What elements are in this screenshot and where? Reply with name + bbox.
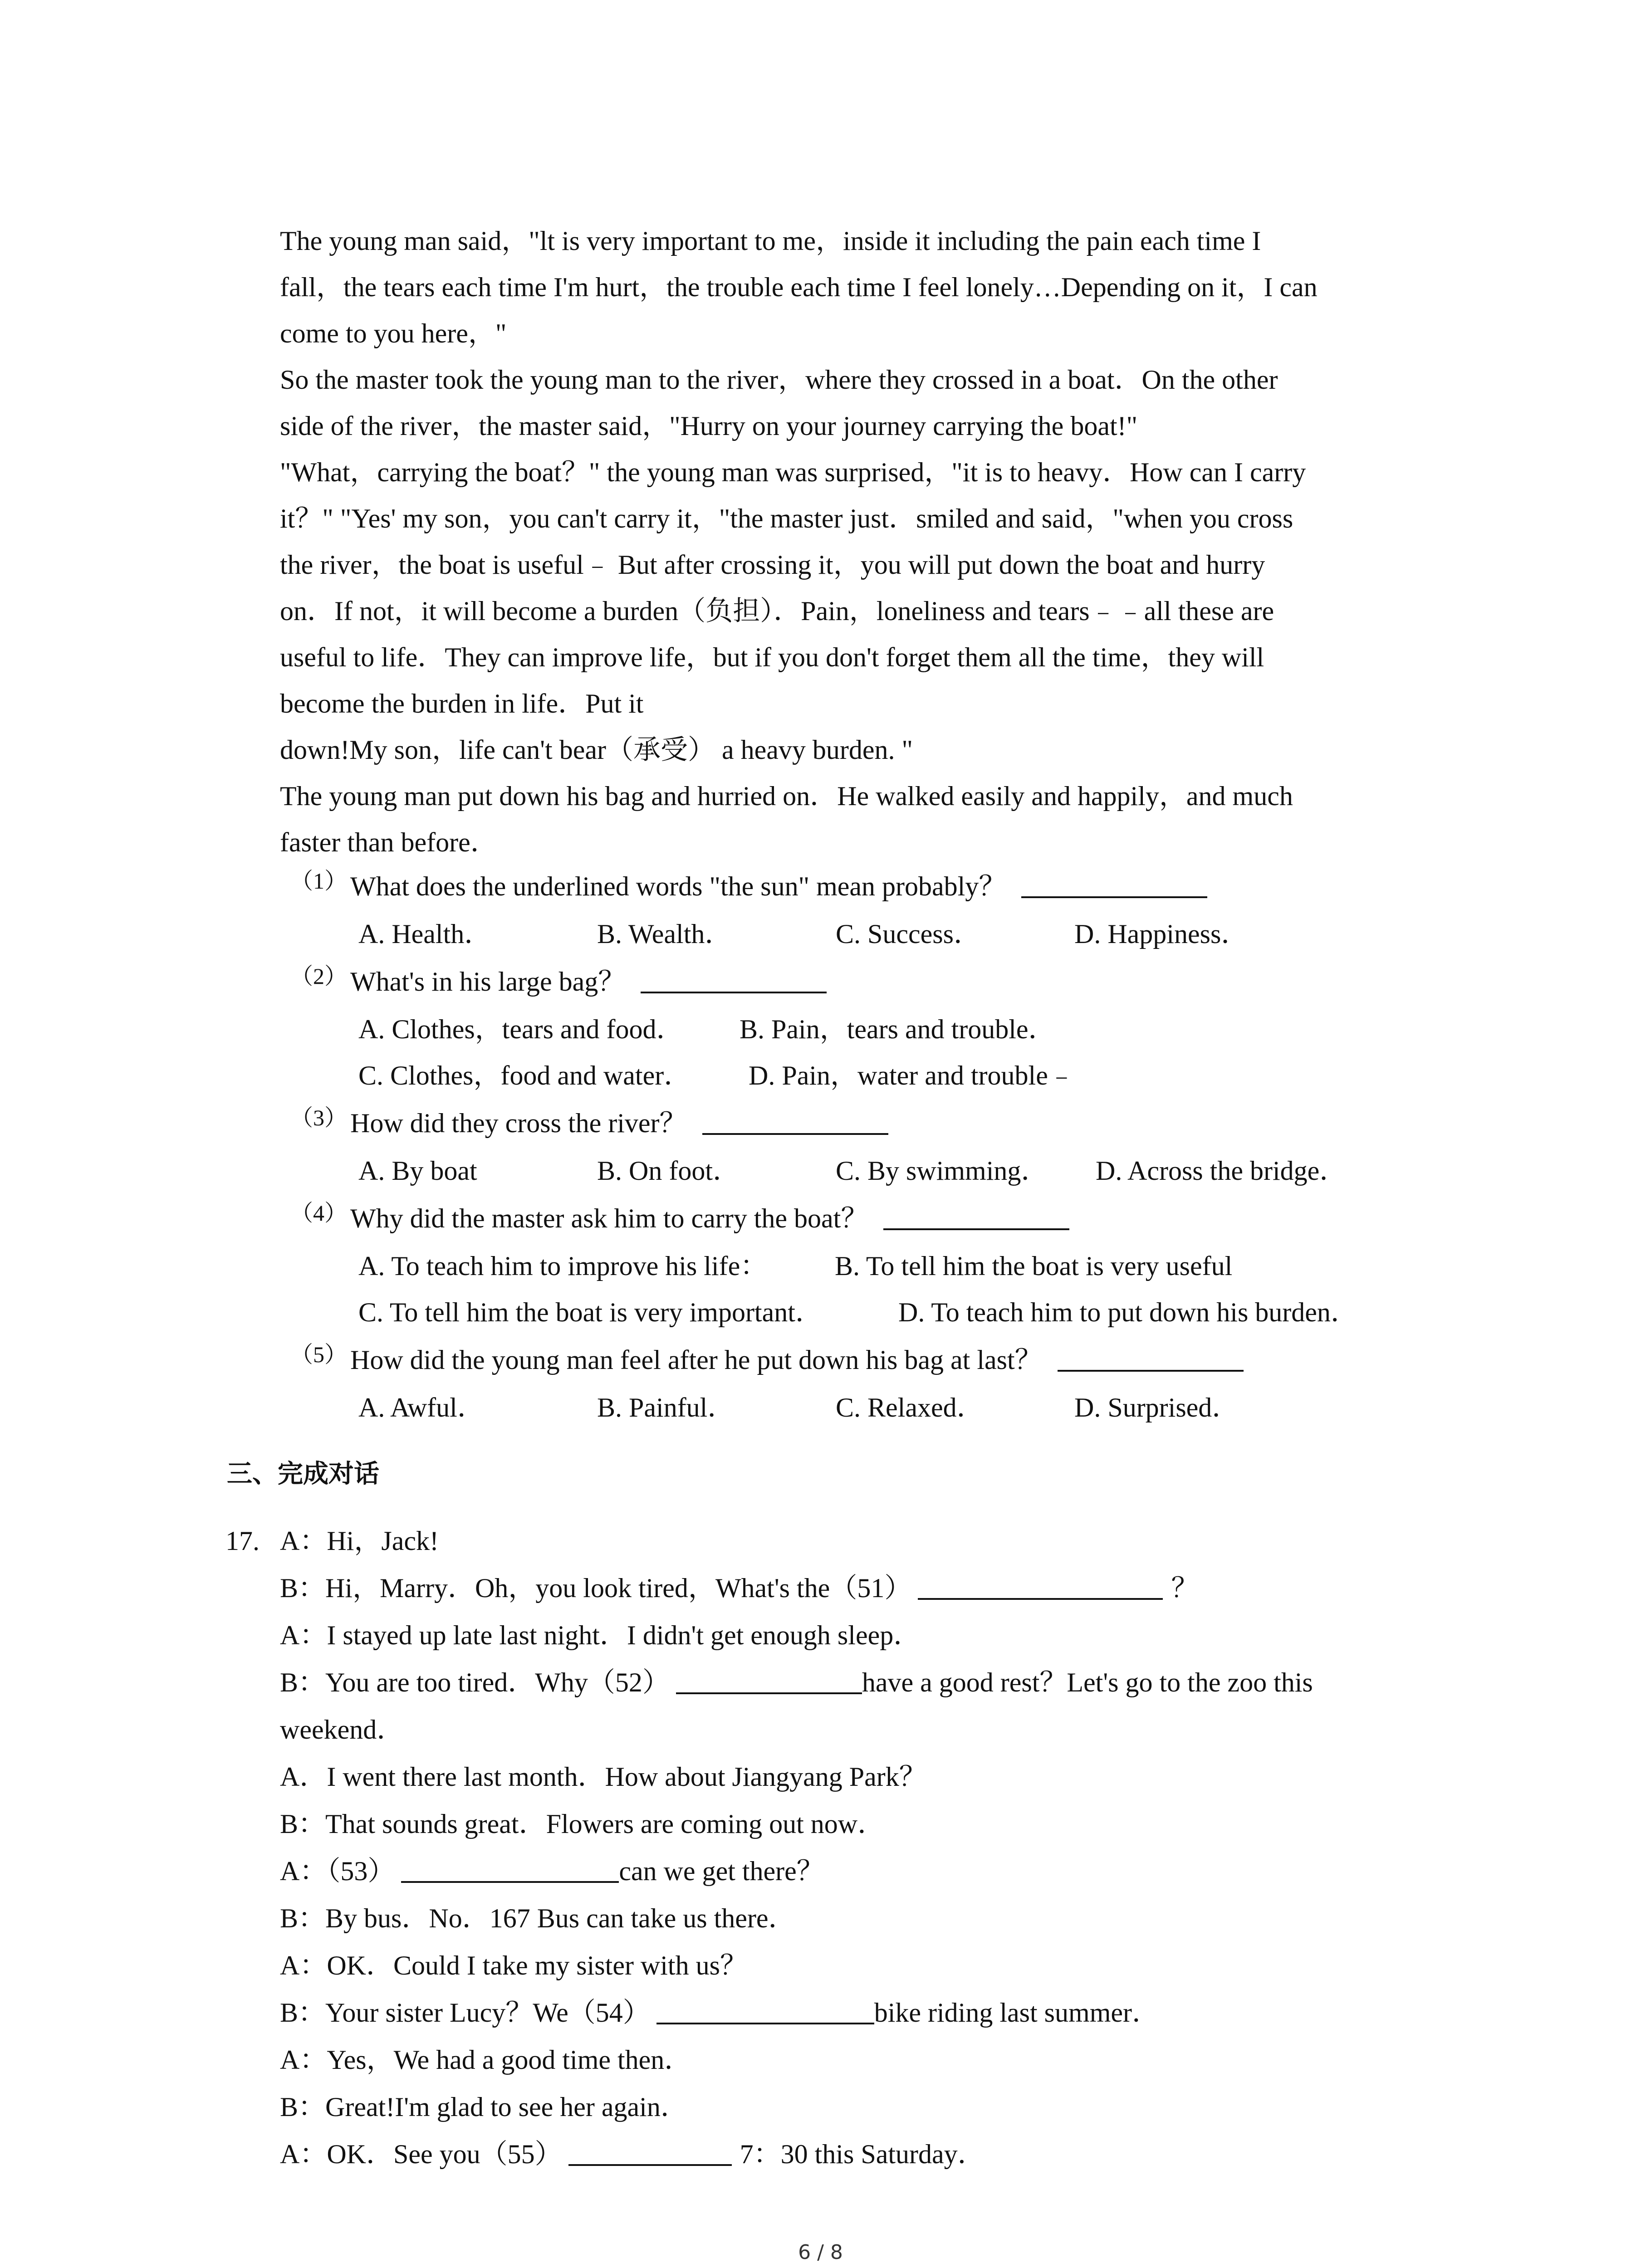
question-number: （4） bbox=[290, 1200, 347, 1226]
passage-line: down!My son，life can't bear（承受） a heavy burden. " bbox=[280, 735, 913, 765]
page-number: 6 / 8 bbox=[798, 2241, 843, 2264]
passage-line: it？" "Yes' my son，you can't carry it，"the master just．smiled and said，"when you cross bbox=[280, 503, 1293, 533]
passage-line: the river，the boat is useful﹣ But after crossing it，you will put down the boat and hurry bbox=[280, 550, 1265, 580]
answer-blank[interactable] bbox=[641, 964, 827, 993]
option-d[interactable]: D. To teach him to put down his burden． bbox=[898, 1297, 1358, 1327]
passage-line: The young man put down his bag and hurried on．He walked easily and happily，and much bbox=[280, 781, 1293, 811]
dialogue-text: That sounds great．Flowers are coming out now． bbox=[325, 1809, 885, 1839]
answer-blank[interactable] bbox=[702, 1106, 888, 1135]
question-5 bbox=[290, 1335, 1470, 1431]
option-d[interactable]: D. Across the bridge． bbox=[1096, 1156, 1347, 1186]
speaker: A： bbox=[280, 1620, 327, 1650]
passage-line: side of the river，the master said，"Hurry on your journey carrying the boat!" bbox=[280, 411, 1138, 441]
option-b[interactable]: B. Pain，tears and trouble． bbox=[740, 1014, 1056, 1044]
answer-blank[interactable] bbox=[1021, 869, 1207, 898]
option-a[interactable]: A. To teach him to improve his life： bbox=[358, 1251, 768, 1281]
dialogue-text: Hi，Marry．Oh，you look tired，What's the（51） bbox=[325, 1573, 912, 1603]
dialogue-text: weekend． bbox=[280, 1715, 404, 1745]
speaker: B： bbox=[280, 1903, 326, 1933]
dialogue-text: OK．Could I take my sister with us？ bbox=[327, 1950, 747, 1980]
question-text: How did the young man feel after he put down his bag at last？ bbox=[350, 1345, 1042, 1375]
dialogue-text: I stayed up late last night．I didn't get enough sleep． bbox=[327, 1620, 921, 1650]
option-a[interactable]: A. By boat bbox=[358, 1156, 477, 1186]
question-text: What's in his large bag？ bbox=[350, 967, 626, 997]
question-number: 17. bbox=[225, 1526, 260, 1556]
speaker: A： bbox=[280, 2045, 327, 2075]
speaker: B： bbox=[280, 1667, 326, 1697]
passage-line: become the burden in life．Put it bbox=[280, 689, 644, 719]
dialogue-text: OK．See you（55） bbox=[327, 2139, 562, 2169]
option-b[interactable]: B. On foot． bbox=[597, 1156, 740, 1186]
passage-line: on．If not，it will become a burden（负担）．Pain，loneliness and tears﹣﹣all these are bbox=[280, 596, 1274, 626]
speaker: A： bbox=[280, 1856, 327, 1886]
reading-passage bbox=[280, 218, 1460, 865]
speaker: B： bbox=[280, 1998, 326, 2028]
dialogue-text: 7：30 this Saturday． bbox=[740, 2139, 985, 2169]
option-a[interactable]: A. Awful． bbox=[358, 1393, 485, 1422]
passage-line: come to you here，" bbox=[280, 318, 507, 348]
dialogue-text: bike riding last summer． bbox=[874, 1998, 1159, 2028]
option-c[interactable]: C. Success． bbox=[836, 919, 981, 949]
answer-blank[interactable] bbox=[883, 1201, 1069, 1230]
speaker: A： bbox=[280, 1950, 327, 1980]
blank-55[interactable] bbox=[568, 2137, 732, 2166]
question-number: （3） bbox=[290, 1105, 347, 1130]
question-1 bbox=[290, 862, 1470, 957]
dialogue-text: have a good rest？Let's go to the zoo this bbox=[862, 1667, 1313, 1697]
speaker: B： bbox=[280, 1573, 326, 1603]
question-text: Why did the master ask him to carry the boat？ bbox=[350, 1203, 868, 1233]
speaker: A： bbox=[280, 1526, 327, 1556]
option-a[interactable]: A. Clothes，tears and food． bbox=[358, 1014, 684, 1044]
dialogue-text: Great!I'm glad to see her again． bbox=[325, 2092, 688, 2122]
passage-line: "What，carrying the boat？" the young man was surprised，"it is to heavy．How can I carry bbox=[280, 457, 1306, 487]
passage-line: faster than before． bbox=[280, 827, 498, 857]
question-number: （5） bbox=[290, 1342, 347, 1367]
dialogue bbox=[225, 1517, 1460, 2178]
answer-blank[interactable] bbox=[1058, 1343, 1244, 1372]
speaker: A． bbox=[280, 1762, 327, 1792]
option-c[interactable]: C. Relaxed． bbox=[836, 1393, 984, 1422]
option-d[interactable]: D. Pain，water and trouble﹣ bbox=[749, 1061, 1075, 1090]
question-3 bbox=[290, 1099, 1470, 1194]
option-d[interactable]: D. Surprised． bbox=[1074, 1393, 1239, 1422]
option-b[interactable]: B. Painful． bbox=[597, 1393, 735, 1422]
blank-53[interactable] bbox=[401, 1854, 619, 1883]
question-number: （2） bbox=[290, 963, 347, 989]
blank-54[interactable] bbox=[656, 1995, 874, 2024]
dialogue-text: Yes，We had a good time then． bbox=[327, 2045, 692, 2075]
question-4 bbox=[290, 1194, 1470, 1335]
question-text: How did they cross the river？ bbox=[350, 1108, 687, 1138]
speaker: B： bbox=[280, 2092, 326, 2122]
dialogue-text: Hi，Jack! bbox=[327, 1526, 439, 1556]
section-title: 三、完成对话 bbox=[227, 1459, 379, 1489]
speaker: B： bbox=[280, 1809, 326, 1839]
option-b[interactable]: B. Wealth． bbox=[597, 919, 732, 949]
dialogue-text: By bus．No．167 Bus can take us there． bbox=[325, 1903, 796, 1933]
question-number: （1） bbox=[290, 868, 347, 894]
passage-line: The young man said，"lt is very important to me，inside it including the pain each time I bbox=[280, 226, 1261, 256]
option-c[interactable]: C. To tell him the boat is very important． bbox=[358, 1297, 823, 1327]
speaker: A： bbox=[280, 2139, 327, 2169]
question-list bbox=[290, 862, 1470, 1431]
passage-line: So the master took the young man to the river，where they crossed in a boat．On the other bbox=[280, 365, 1278, 395]
question-2 bbox=[290, 957, 1470, 1099]
blank-51[interactable] bbox=[918, 1571, 1163, 1600]
blank-52[interactable] bbox=[676, 1665, 862, 1694]
question-text: What does the underlined words "the sun" mean probably？ bbox=[350, 871, 1006, 901]
option-b[interactable]: B. To tell him the boat is very useful bbox=[835, 1251, 1233, 1281]
option-a[interactable]: A. Health． bbox=[358, 919, 492, 949]
dialogue-text: You are too tired．Why（52） bbox=[325, 1667, 670, 1697]
passage-line: useful to life．They can improve life，but if you don't forget them all the time，they will bbox=[280, 642, 1264, 672]
dialogue-text: can we get there？ bbox=[619, 1856, 824, 1886]
dialogue-text: （53） bbox=[327, 1856, 395, 1886]
dialogue-text: I went there last month．How about Jiangyang Park？ bbox=[327, 1762, 926, 1792]
dialogue-text: ？ bbox=[1171, 1573, 1199, 1603]
passage-line: fall，the tears each time I'm hurt，the trouble each time I feel lonely…Depending on it，I can bbox=[280, 272, 1318, 302]
dialogue-text: Your sister Lucy？We（54） bbox=[325, 1998, 650, 2028]
option-c[interactable]: C. Clothes，food and water． bbox=[358, 1061, 691, 1090]
option-d[interactable]: D. Happiness． bbox=[1074, 919, 1249, 949]
option-c[interactable]: C. By swimming． bbox=[836, 1156, 1048, 1186]
